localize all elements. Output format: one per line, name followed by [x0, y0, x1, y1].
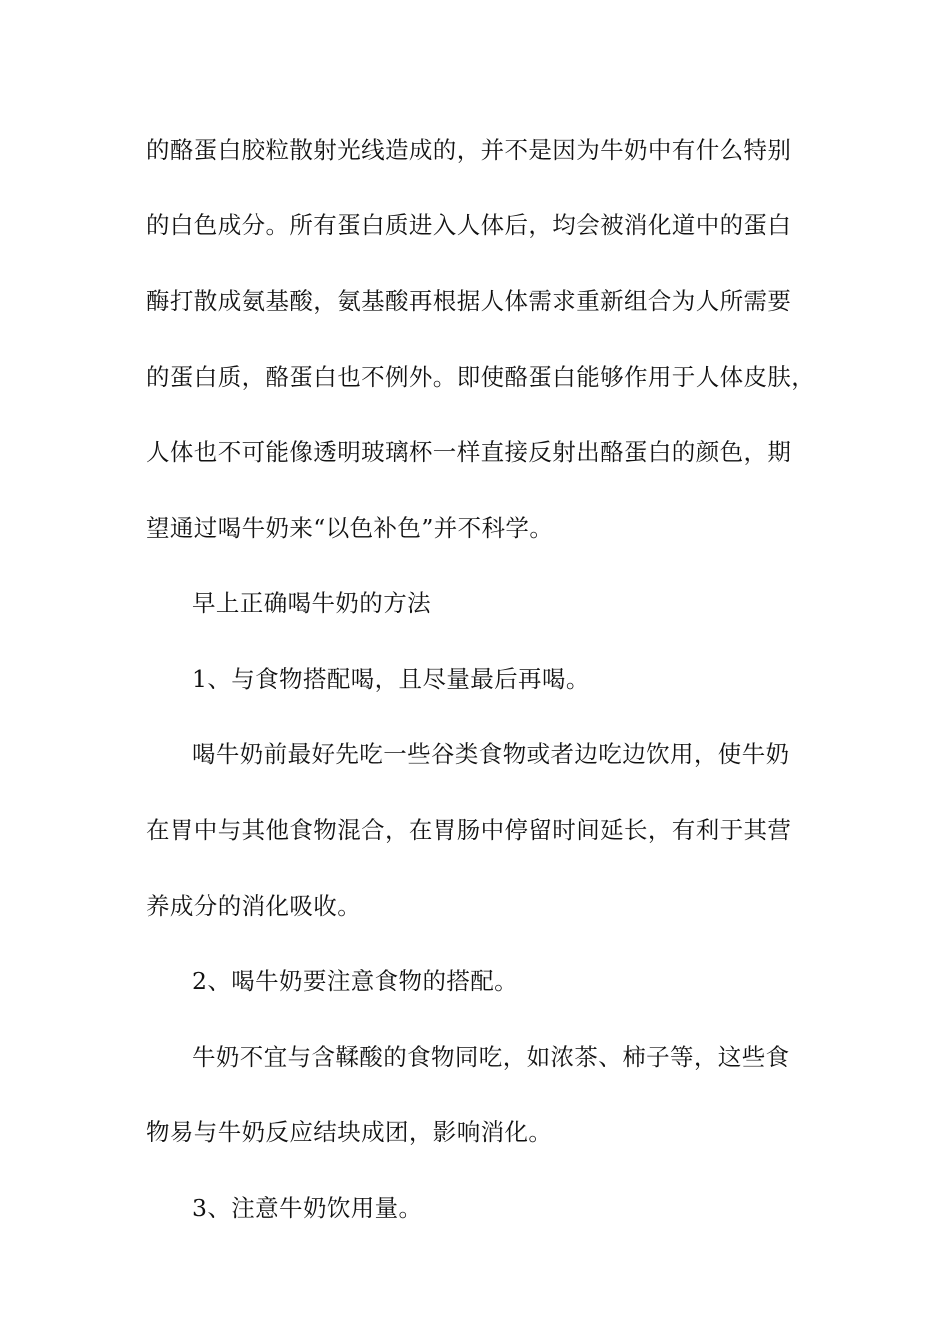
list-item-heading: 3、注意牛奶饮用量。 [192, 1194, 423, 1222]
paragraph-line: 喝牛奶前最好先吃一些谷类食物或者边吃边饮用，使牛奶 [192, 740, 790, 768]
list-item-heading: 1、与食物搭配喝，且尽量最后再喝。 [192, 665, 590, 693]
paragraph-line: 牛奶不宜与含鞣酸的食物同吃，如浓茶、柿子等，这些食 [192, 1043, 790, 1071]
list-item-heading: 2、喝牛奶要注意食物的搭配。 [192, 967, 519, 995]
section-heading: 早上正确喝牛奶的方法 [192, 589, 431, 617]
paragraph-line: 物易与牛奶反应结块成团，影响消化。 [146, 1118, 553, 1146]
paragraph-line: 人体也不可能像透明玻璃杯一样直接反射出酪蛋白的颜色，期 [146, 438, 792, 466]
paragraph-line: 望通过喝牛奶来“以色补色”并不科学。 [146, 514, 554, 542]
paragraph-line: 养成分的消化吸收。 [146, 892, 362, 920]
paragraph-line: 的白色成分。所有蛋白质进入人体后，均会被消化道中的蛋白 [146, 211, 792, 239]
paragraph-line: 在胃中与其他食物混合，在胃肠中停留时间延长，有利于其营 [146, 816, 792, 844]
paragraph-line: 酶打散成氨基酸，氨基酸再根据人体需求重新组合为人所需要 [146, 287, 792, 315]
paragraph-line: 的酪蛋白胶粒散射光线造成的，并不是因为牛奶中有什么特别 [146, 136, 792, 164]
paragraph-line: 的蛋白质，酪蛋白也不例外。即使酪蛋白能够作用于人体皮肤， [146, 363, 816, 391]
